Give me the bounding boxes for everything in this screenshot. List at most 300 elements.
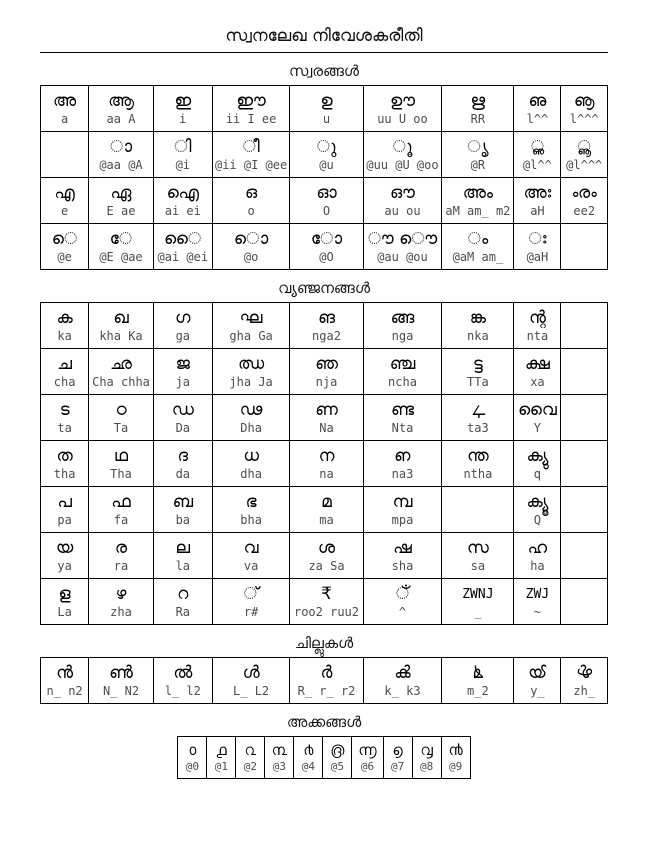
keymap-cell — [514, 349, 561, 395]
title-divider — [40, 52, 608, 53]
keymap-cell — [442, 86, 514, 132]
keymap-cell — [514, 395, 561, 441]
malayalam-glyph: ങ്ക — [469, 307, 487, 328]
key-sequence: na3 — [391, 466, 414, 481]
keymap-cell — [41, 395, 89, 441]
keymap-cell — [561, 303, 608, 349]
key-sequence: l_ l2 — [164, 683, 201, 698]
vowels-keymap-table — [40, 85, 608, 270]
key-sequence: a — [60, 111, 69, 126]
malayalam-glyph: ₹ — [321, 583, 332, 604]
malayalam-glyph: ഞ — [315, 353, 338, 374]
key-sequence: @e — [57, 249, 72, 264]
keymap-cell — [363, 487, 442, 533]
malayalam-glyph: ൧ — [216, 741, 227, 759]
keymap-cell — [561, 658, 608, 704]
consonants-row-7 — [41, 579, 608, 625]
key-sequence: ^ — [398, 604, 407, 619]
key-sequence: Da — [175, 420, 191, 435]
key-sequence: @9 — [448, 760, 463, 773]
malayalam-glyph: മ — [321, 491, 332, 512]
malayalam-glyph: ൟ — [571, 182, 597, 203]
key-sequence: La — [57, 604, 72, 619]
key-sequence: @0 — [185, 760, 200, 773]
malayalam-glyph: ജ — [175, 353, 190, 374]
keymap-cell — [290, 533, 363, 579]
vowels-table-host — [0, 85, 648, 270]
key-sequence: zh_ — [573, 683, 596, 698]
key-sequence: l^^^ — [569, 111, 599, 126]
malayalam-glyph: ഐ — [166, 182, 199, 203]
malayalam-glyph: ഔ — [390, 182, 415, 203]
malayalam-glyph: ട്ട — [472, 353, 483, 374]
malayalam-glyph: വൈ — [518, 399, 557, 420]
keymap-cell — [514, 533, 561, 579]
keymap-cell — [514, 658, 561, 704]
key-sequence: ii I ee — [225, 111, 277, 126]
malayalam-glyph: ൬ — [358, 741, 377, 759]
keymap-cell — [561, 349, 608, 395]
key-sequence: @8 — [419, 760, 434, 773]
malayalam-glyph: ഓ — [316, 182, 337, 203]
chillus-table-host — [0, 657, 648, 704]
malayalam-glyph: ങ്ങ — [390, 307, 415, 328]
keymap-cell — [442, 441, 514, 487]
keymap-cell — [89, 224, 154, 270]
key-sequence: fa — [113, 512, 129, 527]
malayalam-glyph: ◌ഃ — [528, 228, 547, 249]
malayalam-glyph: ൖ — [576, 662, 593, 683]
section-consonants — [0, 279, 648, 625]
key-sequence: r# — [243, 604, 259, 619]
key-sequence: m_2 — [467, 683, 489, 698]
keymap-cell — [514, 178, 561, 224]
keymap-cell — [442, 303, 514, 349]
section-heading-consonants: വ്യഞ്ജനങ്ങൾ — [278, 279, 370, 297]
malayalam-glyph: ◌ൢ — [530, 136, 545, 157]
keymap-cell — [153, 86, 212, 132]
section-vowels — [0, 62, 648, 270]
malayalam-glyph: ◌ഁ — [395, 583, 410, 604]
key-sequence: Dha — [240, 420, 262, 435]
key-sequence: gha Ga — [229, 328, 273, 343]
key-sequence: e — [60, 203, 69, 218]
malayalam-glyph: ◌് — [243, 583, 259, 604]
key-sequence: bha — [240, 512, 262, 527]
keymap-cell — [294, 737, 323, 779]
malayalam-glyph: ൫ — [330, 741, 345, 759]
malayalam-glyph: ൨ — [244, 741, 257, 759]
keymap-cell — [514, 86, 561, 132]
key-sequence: ma — [319, 512, 334, 527]
chillus-row-1 — [41, 658, 608, 704]
malayalam-glyph: ന — [318, 445, 335, 466]
key-sequence: _ — [474, 604, 482, 619]
vowels-row-4 — [41, 224, 608, 270]
malayalam-glyph: ഭ — [245, 491, 257, 512]
key-sequence: @ai @ei — [157, 249, 209, 264]
malayalam-glyph: ◌ൈ — [164, 228, 202, 249]
keymap-cell — [212, 303, 290, 349]
malayalam-glyph: ◌ൃ — [467, 136, 489, 157]
keymap-cell — [41, 132, 89, 178]
keymap-cell — [89, 579, 154, 625]
document-page — [0, 26, 648, 779]
key-sequence: la — [175, 558, 191, 573]
malayalam-glyph: ക്യു — [526, 445, 549, 466]
keymap-cell — [290, 178, 363, 224]
keymap-cell — [89, 349, 154, 395]
keymap-cell — [561, 533, 608, 579]
key-sequence: R_ r_ r2 — [297, 683, 356, 698]
key-sequence: @l^^^ — [566, 157, 603, 172]
malayalam-glyph: പ — [57, 491, 72, 512]
malayalam-glyph: ◌ാ — [109, 136, 133, 157]
keymap-cell — [363, 132, 442, 178]
keymap-cell — [153, 579, 212, 625]
consonants-row-3 — [41, 395, 608, 441]
key-sequence: L_ L2 — [233, 683, 270, 698]
key-sequence: ai ei — [164, 203, 201, 218]
malayalam-glyph: സ — [466, 537, 489, 558]
key-sequence: ta3 — [467, 420, 489, 435]
key-sequence: ka — [57, 328, 72, 343]
keymap-cell — [363, 303, 442, 349]
key-sequence: ncha — [388, 374, 417, 389]
malayalam-glyph: ◌ീ — [242, 136, 260, 157]
malayalam-glyph: ◌െ — [51, 228, 78, 249]
key-sequence: @l^^ — [522, 157, 552, 172]
keymap-cell — [514, 487, 561, 533]
key-sequence: na — [319, 466, 334, 481]
malayalam-glyph: ദ — [177, 445, 189, 466]
keymap-cell — [89, 86, 154, 132]
key-sequence: ha — [530, 558, 545, 573]
key-sequence: aH — [530, 203, 545, 218]
malayalam-glyph: മ്പ — [392, 491, 413, 512]
key-sequence: O — [322, 203, 331, 218]
malayalam-glyph: ര — [114, 537, 128, 558]
keymap-cell — [153, 132, 212, 178]
malayalam-glyph: ൦ — [188, 741, 197, 759]
keymap-cell — [89, 533, 154, 579]
malayalam-glyph: ന്റ — [528, 307, 546, 328]
keymap-cell — [441, 737, 470, 779]
keymap-cell — [561, 224, 608, 270]
keymap-cell — [323, 737, 352, 779]
key-sequence: E ae — [106, 203, 136, 218]
key-sequence: kha Ka — [99, 328, 143, 343]
malayalam-glyph: ഴ — [115, 583, 127, 604]
malayalam-glyph: ൿ — [394, 662, 411, 683]
consonants-table-host — [0, 302, 648, 625]
key-sequence: pa — [57, 512, 72, 527]
key-sequence: @R — [470, 157, 486, 172]
key-sequence: uu U oo — [377, 111, 428, 126]
section-chillus — [0, 634, 648, 704]
keymap-cell — [153, 224, 212, 270]
key-sequence: ga — [175, 328, 191, 343]
keymap-cell — [41, 533, 89, 579]
malayalam-glyph: ◌ി — [174, 136, 192, 157]
consonants-row-2 — [41, 349, 608, 395]
keymap-cell — [561, 178, 608, 224]
malayalam-glyph: ഛ — [110, 353, 132, 374]
malayalam-glyph: ഝ — [238, 353, 265, 374]
keymap-cell — [212, 658, 290, 704]
keymap-cell — [442, 579, 514, 625]
malayalam-glyph: ഊ — [389, 90, 415, 111]
keymap-cell — [442, 395, 514, 441]
consonants-row-5 — [41, 487, 608, 533]
keymap-cell — [41, 441, 89, 487]
keymap-cell — [442, 487, 514, 533]
malayalam-glyph: ൻ — [56, 662, 74, 683]
malayalam-glyph: അം — [462, 182, 494, 203]
malayalam-glyph: ൯ — [448, 741, 463, 759]
key-sequence: nga2 — [312, 328, 341, 343]
key-sequence: n_ n2 — [46, 683, 83, 698]
malayalam-glyph: ഖ — [113, 307, 129, 328]
malayalam-glyph: ◌ൣ — [577, 136, 592, 157]
malayalam-glyph: ൩ — [271, 741, 288, 759]
keymap-cell — [514, 132, 561, 178]
malayalam-glyph: ഞ്ച — [389, 353, 416, 374]
malayalam-glyph: ◌ം — [467, 228, 489, 249]
section-digits — [0, 713, 648, 779]
keymap-cell — [352, 737, 383, 779]
key-sequence: mpa — [391, 512, 414, 527]
key-sequence: @u — [319, 157, 334, 172]
consonants-keymap-table — [40, 302, 608, 625]
malayalam-glyph: ◌ൂ — [392, 136, 413, 157]
keymap-cell — [514, 303, 561, 349]
keymap-cell — [363, 533, 442, 579]
key-sequence: @2 — [243, 760, 258, 773]
malayalam-glyph: വ — [243, 537, 259, 558]
key-sequence: i — [179, 111, 187, 126]
key-sequence: y_ — [530, 683, 545, 698]
keymap-cell — [442, 132, 514, 178]
key-sequence: @uu @U @oo — [366, 157, 439, 172]
key-sequence: cha — [53, 374, 76, 389]
keymap-cell — [561, 579, 608, 625]
key-sequence: @E @ae — [99, 249, 143, 264]
keymap-cell — [212, 224, 290, 270]
malayalam-glyph: ഢ — [239, 399, 263, 420]
keymap-cell — [363, 579, 442, 625]
malayalam-glyph: അ — [53, 90, 77, 111]
key-sequence: ~ — [533, 604, 542, 619]
malayalam-glyph: ശ — [317, 537, 336, 558]
key-sequence: q — [533, 466, 542, 481]
key-sequence: @1 — [214, 760, 229, 773]
section-heading-vowels: സ്വരങ്ങൾ — [289, 62, 359, 80]
key-sequence: ba — [175, 512, 191, 527]
key-sequence: xa — [530, 374, 545, 389]
key-sequence: RR — [470, 111, 486, 126]
malayalam-glyph: ച — [57, 353, 72, 374]
malayalam-glyph: എ — [54, 182, 75, 203]
malayalam-glyph: ണ്ട — [390, 399, 414, 420]
malayalam-glyph: ഥ — [114, 445, 128, 466]
malayalam-glyph: ZWJ — [525, 586, 550, 602]
keymap-cell — [265, 737, 294, 779]
vowels-row-3 — [41, 178, 608, 224]
keymap-cell — [290, 86, 363, 132]
keymap-cell — [41, 487, 89, 533]
keymap-cell — [442, 349, 514, 395]
malayalam-glyph: ◌േ — [109, 228, 133, 249]
keymap-cell — [41, 579, 89, 625]
keymap-cell — [363, 86, 442, 132]
key-sequence: ntha — [463, 466, 493, 481]
keymap-cell — [363, 178, 442, 224]
keymap-cell — [41, 658, 89, 704]
key-sequence: Q — [533, 512, 542, 527]
keymap-cell — [212, 132, 290, 178]
keymap-cell — [290, 224, 363, 270]
keymap-cell — [212, 395, 290, 441]
key-sequence: @4 — [301, 760, 316, 773]
malayalam-glyph: ധ — [243, 445, 259, 466]
keymap-cell — [290, 441, 363, 487]
keymap-cell — [290, 579, 363, 625]
malayalam-glyph: ക്യൂ — [526, 491, 549, 512]
keymap-cell — [178, 737, 207, 779]
keymap-cell — [212, 487, 290, 533]
key-sequence: @i — [175, 157, 191, 172]
chillus-keymap-table — [40, 657, 608, 704]
key-sequence: Ra — [175, 604, 191, 619]
keymap-cell — [212, 86, 290, 132]
keymap-cell — [290, 132, 363, 178]
digits-row-1 — [178, 737, 470, 779]
malayalam-glyph: ഈ — [236, 90, 266, 111]
keymap-cell — [514, 441, 561, 487]
malayalam-glyph: ഡ — [171, 399, 194, 420]
malayalam-glyph: ◌ൗ ◌ൌ — [367, 228, 438, 249]
key-sequence: sha — [391, 558, 414, 573]
digits-keymap-table — [177, 736, 470, 779]
keymap-cell — [561, 441, 608, 487]
malayalam-glyph: ഋ — [470, 90, 486, 111]
keymap-cell — [153, 441, 212, 487]
key-sequence: Cha chha — [92, 374, 150, 389]
keymap-cell — [442, 178, 514, 224]
key-sequence: u — [322, 111, 331, 126]
key-sequence: @6 — [360, 760, 375, 773]
malayalam-glyph: അഃ — [523, 182, 552, 203]
key-sequence: tha — [53, 466, 76, 481]
key-sequence: au ou — [384, 203, 421, 218]
malayalam-glyph: ഫ — [111, 491, 131, 512]
malayalam-glyph: ഠ — [115, 399, 127, 420]
keymap-cell — [363, 395, 442, 441]
key-sequence: va — [243, 558, 259, 573]
keymap-cell — [89, 178, 154, 224]
keymap-cell — [153, 533, 212, 579]
key-sequence: @ii @I @ee — [214, 157, 288, 172]
keymap-cell — [153, 178, 212, 224]
keymap-cell — [89, 395, 154, 441]
keymap-cell — [514, 579, 561, 625]
keymap-cell — [153, 658, 212, 704]
malayalam-glyph: ൽ — [173, 662, 193, 683]
vowels-row-2 — [41, 132, 608, 178]
key-sequence: ta — [57, 420, 72, 435]
keymap-cell — [41, 178, 89, 224]
malayalam-glyph: ൾ — [242, 662, 260, 683]
key-sequence: @7 — [390, 760, 405, 773]
keymap-cell — [290, 349, 363, 395]
key-sequence: Nta — [391, 420, 414, 435]
key-sequence: Y — [533, 420, 542, 435]
malayalam-glyph: ൮ — [420, 741, 433, 759]
malayalam-glyph: ൪ — [303, 741, 314, 759]
key-sequence: o — [247, 203, 255, 218]
key-sequence: da — [175, 466, 191, 481]
keymap-cell — [363, 224, 442, 270]
key-sequence: Ta — [113, 420, 129, 435]
key-sequence: @aa @A — [99, 157, 143, 172]
malayalam-glyph: ഘ — [239, 307, 263, 328]
malayalam-glyph: ൔ — [472, 662, 484, 683]
keymap-cell — [89, 487, 154, 533]
keymap-cell — [207, 737, 236, 779]
keymap-cell — [561, 395, 608, 441]
key-sequence: nja — [315, 374, 338, 389]
key-sequence: nta — [526, 328, 549, 343]
keymap-cell — [41, 224, 89, 270]
keymap-cell — [89, 441, 154, 487]
consonants-row-6 — [41, 533, 608, 579]
malayalam-glyph: ഗ — [175, 307, 191, 328]
vowels-row-1 — [41, 86, 608, 132]
key-sequence: sa — [470, 558, 486, 573]
malayalam-glyph: ത — [56, 445, 73, 466]
key-sequence: @au @ou — [377, 249, 428, 264]
malayalam-glyph: ഒ — [245, 182, 258, 203]
malayalam-glyph: റ — [177, 583, 189, 604]
malayalam-glyph: ഏ — [110, 182, 132, 203]
key-sequence: k_ k3 — [384, 683, 421, 698]
key-sequence: Na — [319, 420, 334, 435]
malayalam-glyph: ല — [175, 537, 191, 558]
key-sequence: aM am_ m2 — [445, 203, 511, 218]
keymap-cell — [89, 658, 154, 704]
malayalam-glyph: ആ — [108, 90, 134, 111]
malayalam-glyph: ണ — [315, 399, 338, 420]
malayalam-glyph: ഩ — [394, 445, 411, 466]
keymap-cell — [383, 737, 412, 779]
keymap-cell — [89, 303, 154, 349]
malayalam-glyph: ഷ — [393, 537, 412, 558]
malayalam-glyph: ട — [59, 399, 70, 420]
keymap-cell — [290, 395, 363, 441]
key-sequence: ya — [57, 558, 72, 573]
malayalam-glyph: ൕ — [528, 662, 547, 683]
keymap-cell — [153, 303, 212, 349]
keymap-cell — [236, 737, 265, 779]
malayalam-glyph: യ — [55, 537, 74, 558]
key-sequence: @3 — [272, 760, 287, 773]
keymap-cell — [212, 579, 290, 625]
malayalam-glyph: ൡ — [573, 90, 595, 111]
key-sequence: ra — [113, 558, 129, 573]
keymap-cell — [561, 487, 608, 533]
key-sequence: Tha — [110, 466, 132, 481]
